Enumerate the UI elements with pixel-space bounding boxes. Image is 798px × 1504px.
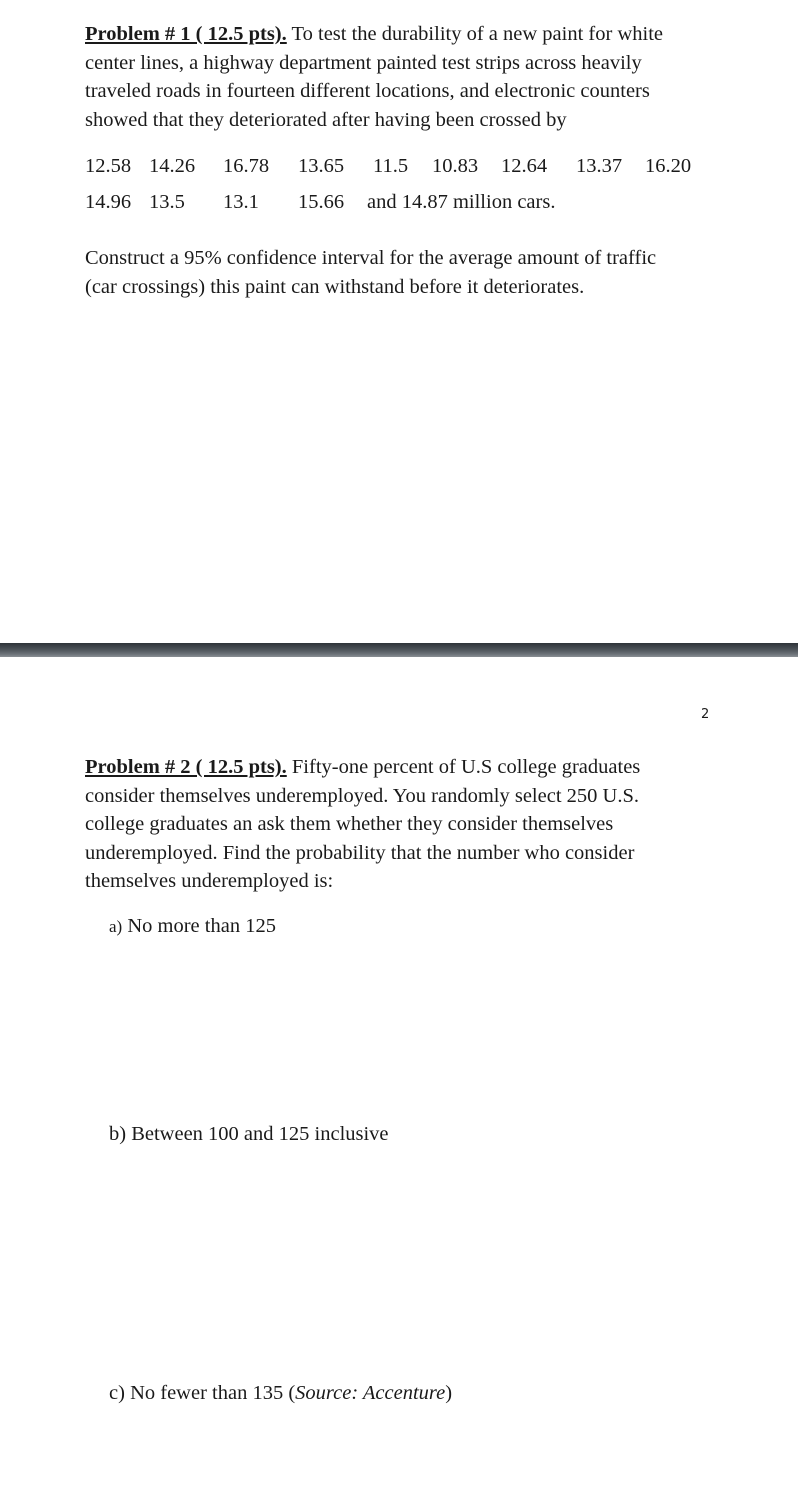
- data-value: 13.1: [223, 191, 259, 213]
- page-number: 2: [701, 707, 710, 722]
- data-value: 12.58: [85, 155, 132, 177]
- problem-2-heading: Problem # 2 ( 12.5 pts).: [85, 756, 287, 778]
- part-c-text: No fewer than 135 (: [130, 1382, 296, 1404]
- part-b: [109, 1120, 389, 1148]
- data-value: 13.5: [149, 191, 185, 213]
- data-value: 14.26: [149, 155, 196, 177]
- data-value: 12.64: [501, 155, 548, 177]
- problem-1-intro-line: center lines, a highway department painted test strips across heavily: [85, 51, 642, 74]
- data-value: and 14.87 million cars.: [367, 191, 556, 213]
- data-value: 13.65: [298, 155, 345, 177]
- part-b-label: b): [109, 1123, 127, 1145]
- problem-1-intro-line: traveled roads in fourteen different locations, and electronic counters: [85, 80, 650, 102]
- part-c-close: ): [445, 1382, 453, 1404]
- data-value: 16.78: [223, 155, 270, 177]
- problem-2-statement: [85, 753, 725, 896]
- part-a-label: a): [109, 917, 123, 936]
- problem-1-intro-line: showed that they deteriorated after having been crossed by: [85, 108, 567, 131]
- problem-1-question-line: (car crossings) this paint can withstand before it deteriorates.: [85, 275, 585, 298]
- part-a-text: No more than 125: [127, 915, 276, 937]
- problem-2-intro-line: college graduates an ask them whether they consider themselves: [85, 813, 614, 835]
- problem-1-question-line: Construct a 95% confidence interval for the average amount of traffic: [85, 247, 657, 269]
- part-c-source: Source: Accenture: [295, 1382, 446, 1404]
- part-c: [109, 1379, 452, 1407]
- part-c-label: c): [109, 1382, 125, 1404]
- data-value: 13.37: [576, 155, 623, 177]
- problem-2-intro-line: Fifty-one percent of U.S college graduates: [291, 756, 641, 778]
- problem-2-intro-line: underemployed. Find the probability that the number who consider: [85, 841, 635, 864]
- data-value: 14.96: [85, 191, 132, 213]
- problem-1-heading: Problem # 1 ( 12.5 pts).: [85, 23, 287, 45]
- data-value: 11.5: [373, 155, 409, 177]
- page-divider: [0, 643, 798, 657]
- data-value: 15.66: [298, 191, 345, 213]
- problem-2-intro-line: themselves underemployed is:: [85, 870, 334, 892]
- part-a: [109, 912, 276, 941]
- part-b-text: Between 100 and 125 inclusive: [131, 1123, 389, 1145]
- data-value: 10.83: [432, 155, 479, 177]
- problem-2-intro-line: consider themselves underemployed. You randomly select 250 U.S.: [85, 784, 639, 807]
- problem-1-intro-line: To test the durability of a new paint for white: [291, 23, 663, 45]
- data-value: 16.20: [645, 155, 692, 177]
- problem-1-question: [85, 244, 725, 301]
- problem-1-statement: [85, 20, 725, 134]
